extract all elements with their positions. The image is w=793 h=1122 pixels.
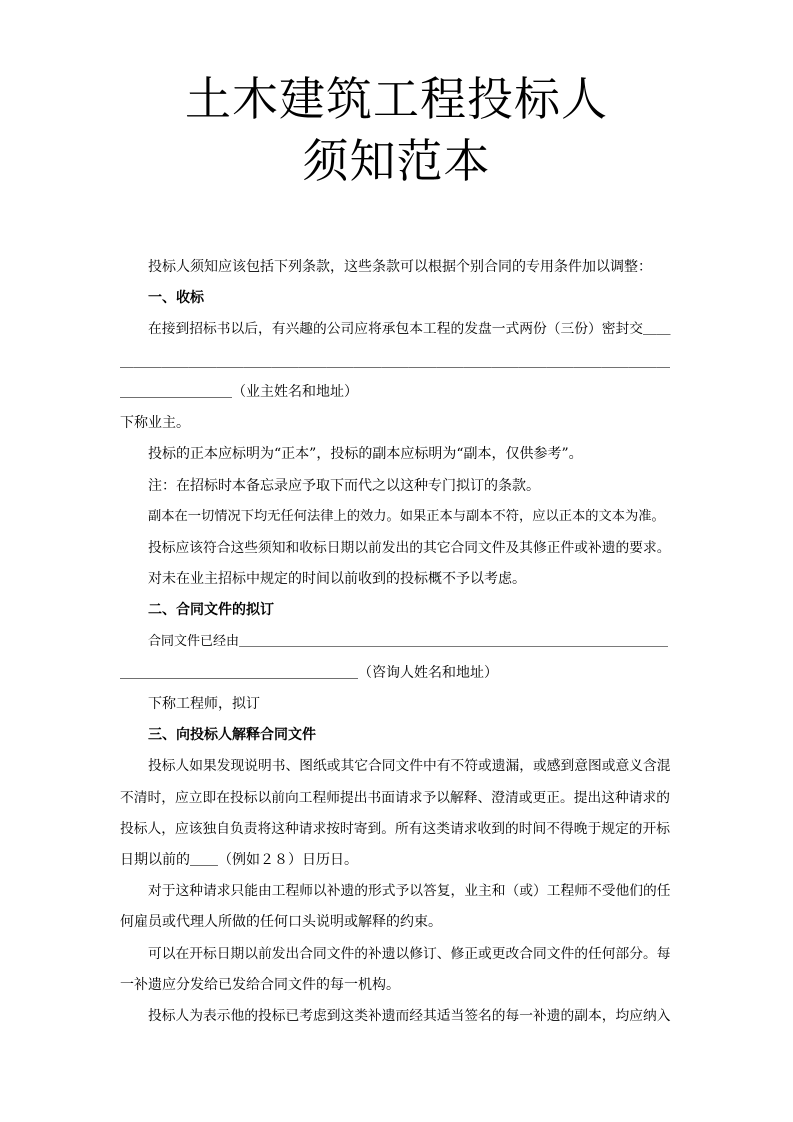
paragraph-line: 日期以前的＿＿（例如２８）日历日。 <box>120 852 358 868</box>
paragraph-line: ＿＿＿＿＿＿＿＿（业主姓名和地址） <box>120 384 358 400</box>
section-heading-2: 二、合同文件的拟订 <box>148 602 274 618</box>
paragraph-line: 不清时，应立即在投标以前向工程师提出书面请求予以解释、澄清或更正。提出这种请求的 <box>120 790 671 806</box>
title-line-2: 须知范本 <box>302 134 491 188</box>
paragraph-line: 投标人为表示他的投标已考虑到这类补遗而经其适当签名的每一补遗的副本，均应纳入 <box>148 1008 671 1024</box>
note-line: 注：在招标时本备忘录应予取下而代之以这种专门拟订的条款。 <box>148 478 540 494</box>
intro-paragraph: 投标人须知应该包括下列条款，这些条款可以根据个别合同的专用条件加以调整： <box>148 259 652 275</box>
paragraph-line: 下称业主。 <box>120 415 190 431</box>
paragraph-line: 下称工程师，拟订 <box>148 696 260 712</box>
paragraph-line: 对于这种请求只能由工程师以补遗的形式予以答复，业主和（或）工程师不受他们的任 <box>148 883 671 899</box>
paragraph-line: 投标人，应该独自负责将这种请求按时寄到。所有这类请求收到的时间不得晚于规定的开标 <box>120 821 671 837</box>
section-heading-1: 一、收标 <box>148 290 204 306</box>
paragraph-line: 副本在一切情况下均无任何法律上的效力。如果正本与副本不符，应以正本的文本为准。 <box>148 509 665 524</box>
paragraph-line: 合同文件已经由＿＿＿＿＿＿＿＿＿＿＿＿＿＿＿＿＿＿＿＿＿＿＿＿＿＿＿＿＿＿＿＿＿ <box>148 634 669 649</box>
title-line-1: 土木建筑工程投标人 <box>185 72 608 126</box>
paragraph-line: 对未在业主招标中规定的时间以前收到的投标概不予以考虑。 <box>148 571 526 587</box>
paragraph-line: ＿＿＿＿＿＿＿＿＿＿＿＿＿＿＿＿＿（咨询人姓名和地址） <box>120 665 498 681</box>
paragraph-line: 在接到招标书以后，有兴趣的公司应将承包本工程的发盘一式两份（三份）密封交＿＿ <box>148 321 671 337</box>
paragraph-line: 何雇员或代理人所做的任何口头说明或解释的约束。 <box>120 914 442 930</box>
paragraph-line: 可以在开标日期以前发出合同文件的补遗以修订、修正或更改合同文件的任何部分。每 <box>148 946 671 962</box>
paragraph-line: 投标人如果发现说明书、图纸或其它合同文件中有不符或遗漏，或感到意图或意义含混 <box>148 758 671 774</box>
paragraph-line: 投标应该符合这些须知和收标日期以前发出的其它合同文件及其修正件或补遗的要求。 <box>148 540 671 556</box>
paragraph-line: 一补遗应分发给已发给合同文件的每一机构。 <box>120 977 400 993</box>
blank-line: ＿＿＿＿＿＿＿＿＿＿＿＿＿＿＿＿＿＿＿＿＿＿＿＿＿＿＿＿＿＿＿＿＿＿＿＿＿＿＿＿ <box>120 354 671 370</box>
section-heading-3: 三、向投标人解释合同文件 <box>148 727 316 743</box>
paragraph-line: 投标的正本应标明为“正本”，投标的副本应标明为“副本，仅供参考”。 <box>148 446 583 462</box>
